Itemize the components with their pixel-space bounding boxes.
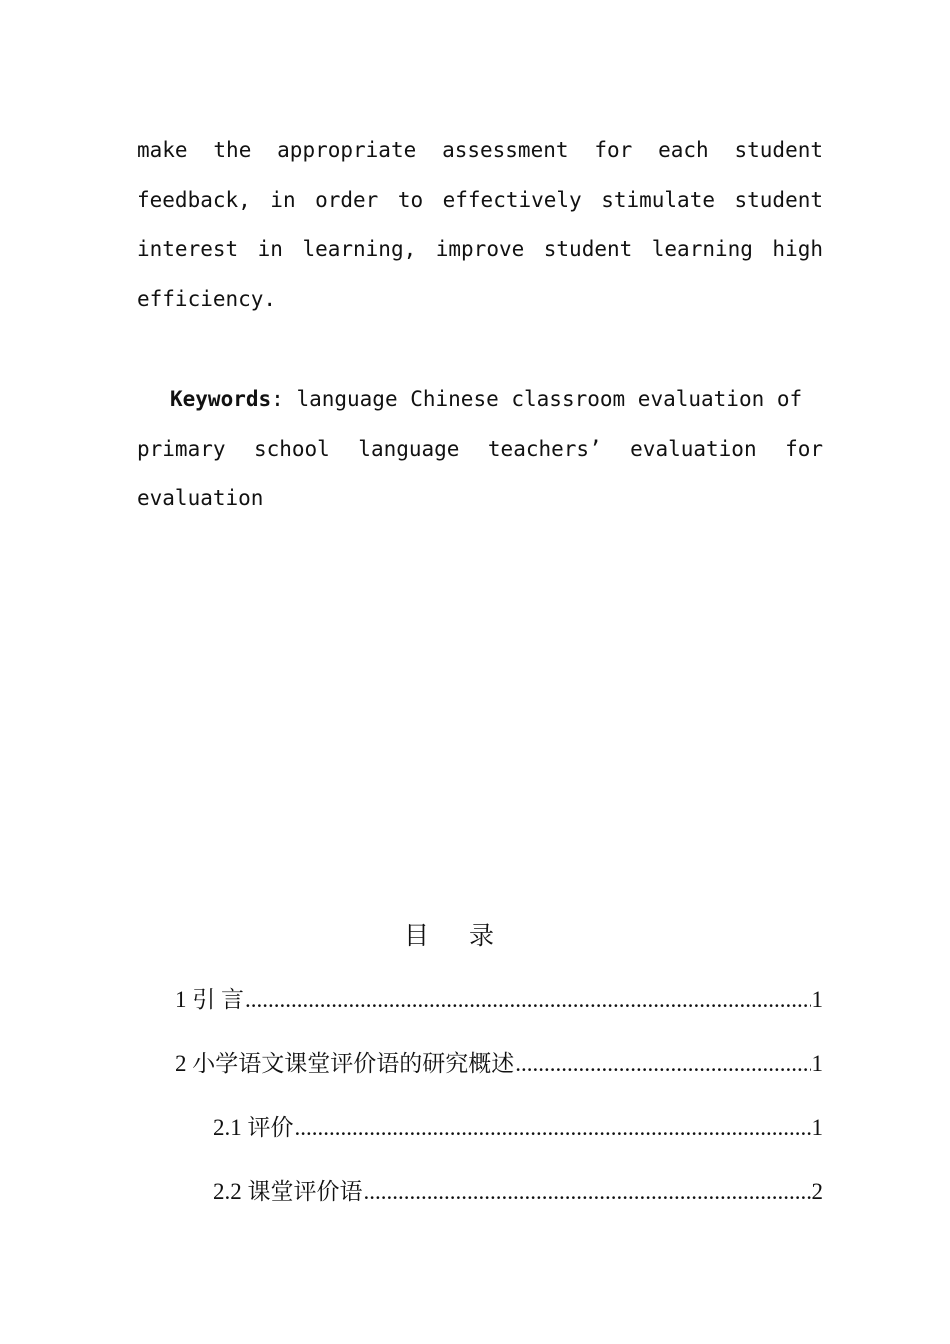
abstract-line-2: feedback, in order to effectively stimulate student (137, 188, 823, 212)
keywords-line-1 (170, 379, 823, 419)
toc-leader-dots (515, 1044, 810, 1084)
toc-entry[interactable] (175, 1044, 823, 1084)
toc-entry-label: 2.1 评价 (213, 1115, 294, 1140)
toc-entry-page: 1 (811, 1051, 823, 1076)
toc-leader-dots (295, 1108, 811, 1148)
keywords-text-1: : language Chinese classroom evaluation of (271, 387, 803, 411)
keywords-line-2: primary school language teachers’ evaluation for (137, 437, 823, 461)
toc-entry[interactable] (175, 980, 823, 1020)
toc-entry-page: 2 (811, 1179, 823, 1204)
abstract-line-1: make the appropriate assessment for each student (137, 138, 823, 162)
toc-title-char-1: 目 (403, 921, 431, 950)
toc-entry-page: 1 (811, 1115, 823, 1140)
toc-entry[interactable] (213, 1108, 823, 1148)
abstract-line-4: efficiency. (137, 287, 277, 311)
keywords-label: Keywords (170, 387, 272, 411)
abstract-line-3: interest in learning, improve student learning high (137, 237, 823, 261)
toc-entry-label: 2 小学语文课堂评价语的研究概述 (175, 1051, 515, 1076)
toc-entry-label: 2.2 课堂评价语 (213, 1179, 363, 1204)
toc-leader-dots (364, 1172, 811, 1212)
toc-entry-page: 1 (811, 987, 823, 1012)
toc-entry[interactable] (213, 1172, 823, 1212)
toc-leader-dots (245, 980, 811, 1020)
toc-entry-label: 1 引 言 (175, 987, 244, 1012)
toc-title-char-2: 录 (469, 921, 497, 950)
keywords-line-3: evaluation (137, 486, 264, 510)
toc-title (0, 916, 900, 952)
